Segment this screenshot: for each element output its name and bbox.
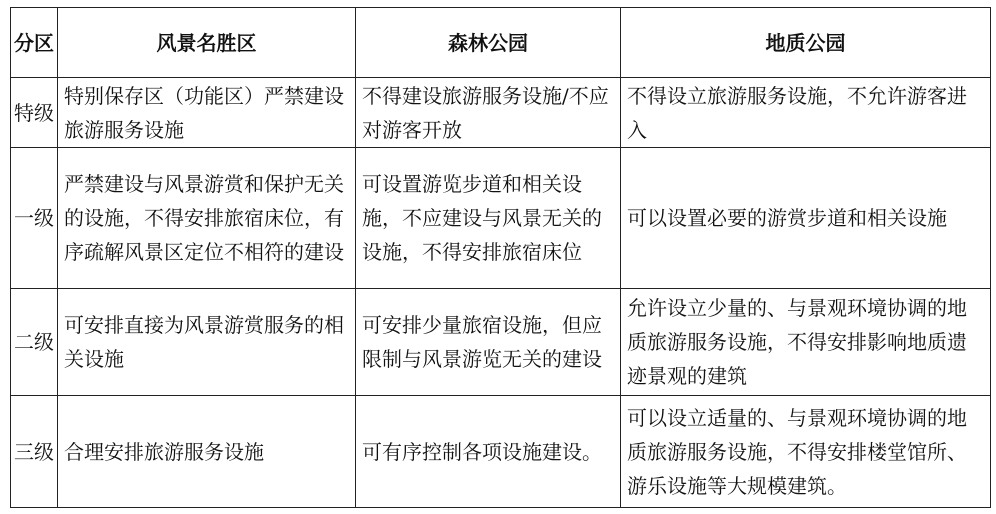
scenic-cell: 特别保存区（功能区）严禁建设旅游服务设施 <box>58 78 356 148</box>
scenic-cell: 合理安排旅游服务设施 <box>58 396 356 508</box>
header-geopark: 地质公园 <box>621 8 991 78</box>
geo-cell: 可以设立适量的、与景观环境协调的地质旅游服务设施，不得安排楼堂馆所、游乐设施等大规模建筑。 <box>621 396 991 508</box>
table-row <box>11 396 991 508</box>
geo-cell: 允许设立少量的、与景观环境协调的地质旅游服务设施，不得安排影响地质遗迹景观的建筑 <box>621 289 991 396</box>
grade-label: 三级 <box>14 439 54 464</box>
grade-label: 一级 <box>14 206 54 230</box>
table-row <box>11 148 991 289</box>
table-row <box>11 289 991 396</box>
forest-cell: 可安排少量旅宿设施，但应限制与风景游览无关的建设 <box>356 289 621 396</box>
header-forest-park: 森林公园 <box>356 8 621 78</box>
header-zone-label: 分区 <box>14 30 54 55</box>
grade-label: 特级 <box>14 100 54 125</box>
zoning-comparison-table <box>10 7 991 508</box>
header-scenic-area: 风景名胜区 <box>58 8 356 78</box>
geo-cell: 可以设置必要的游赏步道和相关设施 <box>621 148 991 289</box>
geo-cell: 不得设立旅游服务设施，不允许游客进入 <box>621 78 991 148</box>
table-header-row <box>11 8 991 78</box>
forest-cell: 不得建设旅游服务设施/不应对游客开放 <box>356 78 621 148</box>
forest-cell: 可设置游览步道和相关设施，不应建设与风景无关的设施，不得安排旅宿床位 <box>356 148 621 289</box>
table-row <box>11 78 991 148</box>
grade-cell <box>11 289 58 396</box>
scenic-cell: 可安排直接为风景游赏服务的相关设施 <box>58 289 356 396</box>
forest-cell: 可有序控制各项设施建设。 <box>356 396 621 508</box>
grade-label: 二级 <box>14 330 54 354</box>
header-zone <box>11 8 58 78</box>
grade-cell <box>11 78 58 148</box>
grade-cell <box>11 396 58 508</box>
scenic-cell: 严禁建设与风景游赏和保护无关的设施，不得安排旅宿床位，有序疏解风景区定位不相符的建设 <box>58 148 356 289</box>
grade-cell <box>11 148 58 289</box>
